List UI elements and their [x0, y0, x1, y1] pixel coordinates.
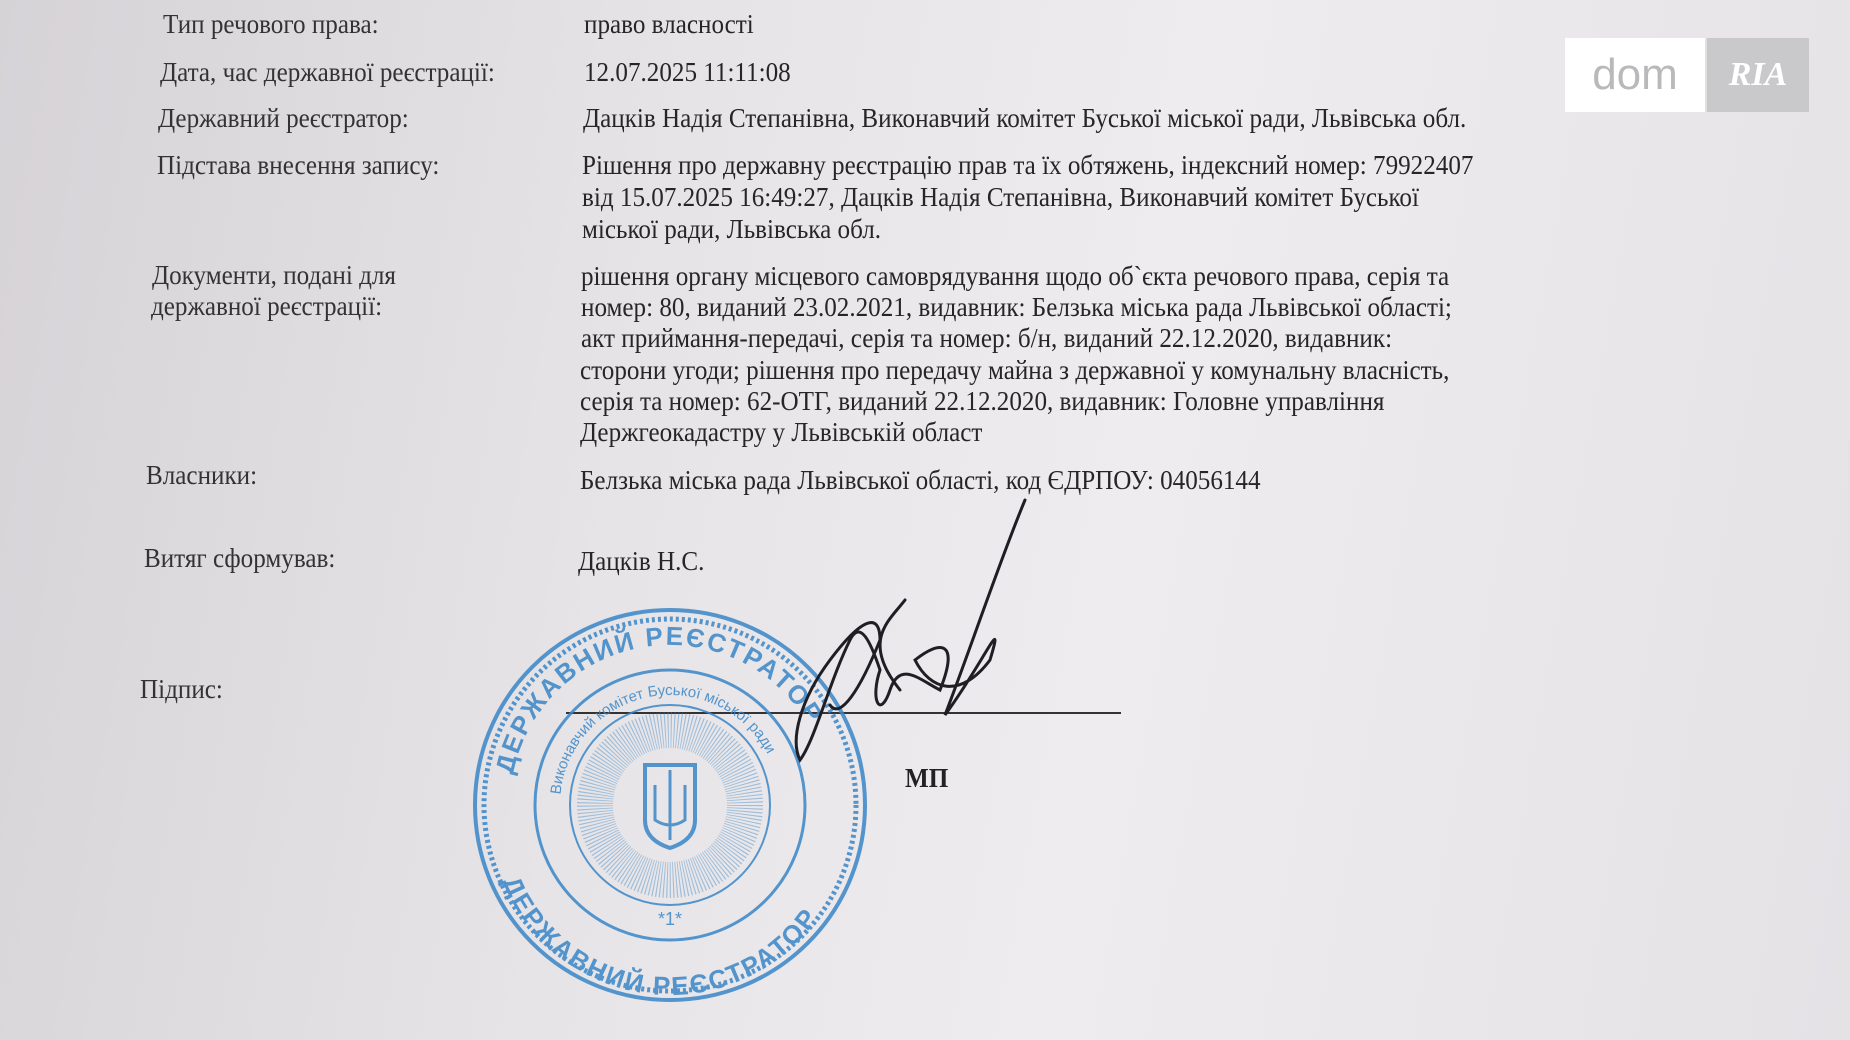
value-registration-date: 12.07.2025 11:11:08	[584, 57, 791, 87]
stamp-number: *1*	[657, 909, 683, 929]
label-owners: Власники:	[146, 460, 258, 490]
stamp-outer-top-text: ДЕРЖАВНИЙ РЕЄСТРАТОР	[489, 620, 830, 777]
value-extract-by: Дацків Н.С.	[578, 546, 705, 576]
domria-watermark	[1565, 38, 1809, 112]
value-basis-line: міської ради, Львівська обл.	[582, 214, 882, 244]
label-registration-date: Дата, час державної реєстрації:	[160, 57, 495, 87]
stamp-inner-text: Виконавчий комітет Буської міської ради	[547, 681, 780, 796]
official-stamp	[475, 610, 865, 1001]
watermark-ria: RIA	[1705, 38, 1809, 112]
value-basis-line: Рішення про державну реєстрацію прав та їх обтяжень, індексний номер: 79922407	[582, 150, 1474, 180]
watermark-dom: dom	[1565, 38, 1705, 112]
label-extract-by: Витяг сформував:	[144, 543, 336, 573]
value-basis-line: від 15.07.2025 16:49:27, Дацків Надія Степанівна, Виконавчий комітет Буської	[582, 182, 1419, 212]
value-owners: Белзька міська рада Львівської області, код ЄДРПОУ: 04056144	[580, 465, 1261, 495]
value-documents-line: серія та номер: 62-ОТГ, виданий 22.12.2020, видавник: Головне управління	[580, 386, 1385, 416]
seal-place-mark: МП	[905, 763, 949, 793]
label-documents: державної реєстрації:	[151, 291, 383, 321]
stamp-outer-bottom-text: ДЕРЖАВНИЙ РЕЄСТРАТОР	[496, 871, 824, 1002]
label-documents: Документи, подані для	[152, 260, 396, 290]
value-documents-line: акт приймання-передачі, серія та номер: б/н, виданий 22.12.2020, видавник:	[581, 323, 1393, 353]
label-registrar: Державний реєстратор:	[158, 103, 409, 133]
label-basis: Підстава внесення запису:	[157, 150, 440, 180]
value-right-type: право власності	[584, 9, 754, 39]
value-documents-line: Держгеокадастру у Львівській област	[580, 417, 983, 447]
handwritten-signature	[796, 500, 1025, 760]
label-right-type: Тип речового права:	[163, 9, 379, 39]
label-signature: Підпис:	[140, 674, 223, 704]
value-documents-line: рішення органу місцевого самоврядування щодо об`єкта речового права, серія та	[581, 261, 1450, 291]
value-registrar: Дацків Надія Степанівна, Виконавчий комітет Буської міської ради, Львівська обл.	[583, 103, 1467, 133]
value-documents-line: номер: 80, виданий 23.02.2021, видавник: Белзька міська рада Львівської області;	[581, 292, 1452, 322]
value-documents-line: сторони угоди; рішення про передачу майна з державної у комунальну власність,	[580, 355, 1450, 385]
